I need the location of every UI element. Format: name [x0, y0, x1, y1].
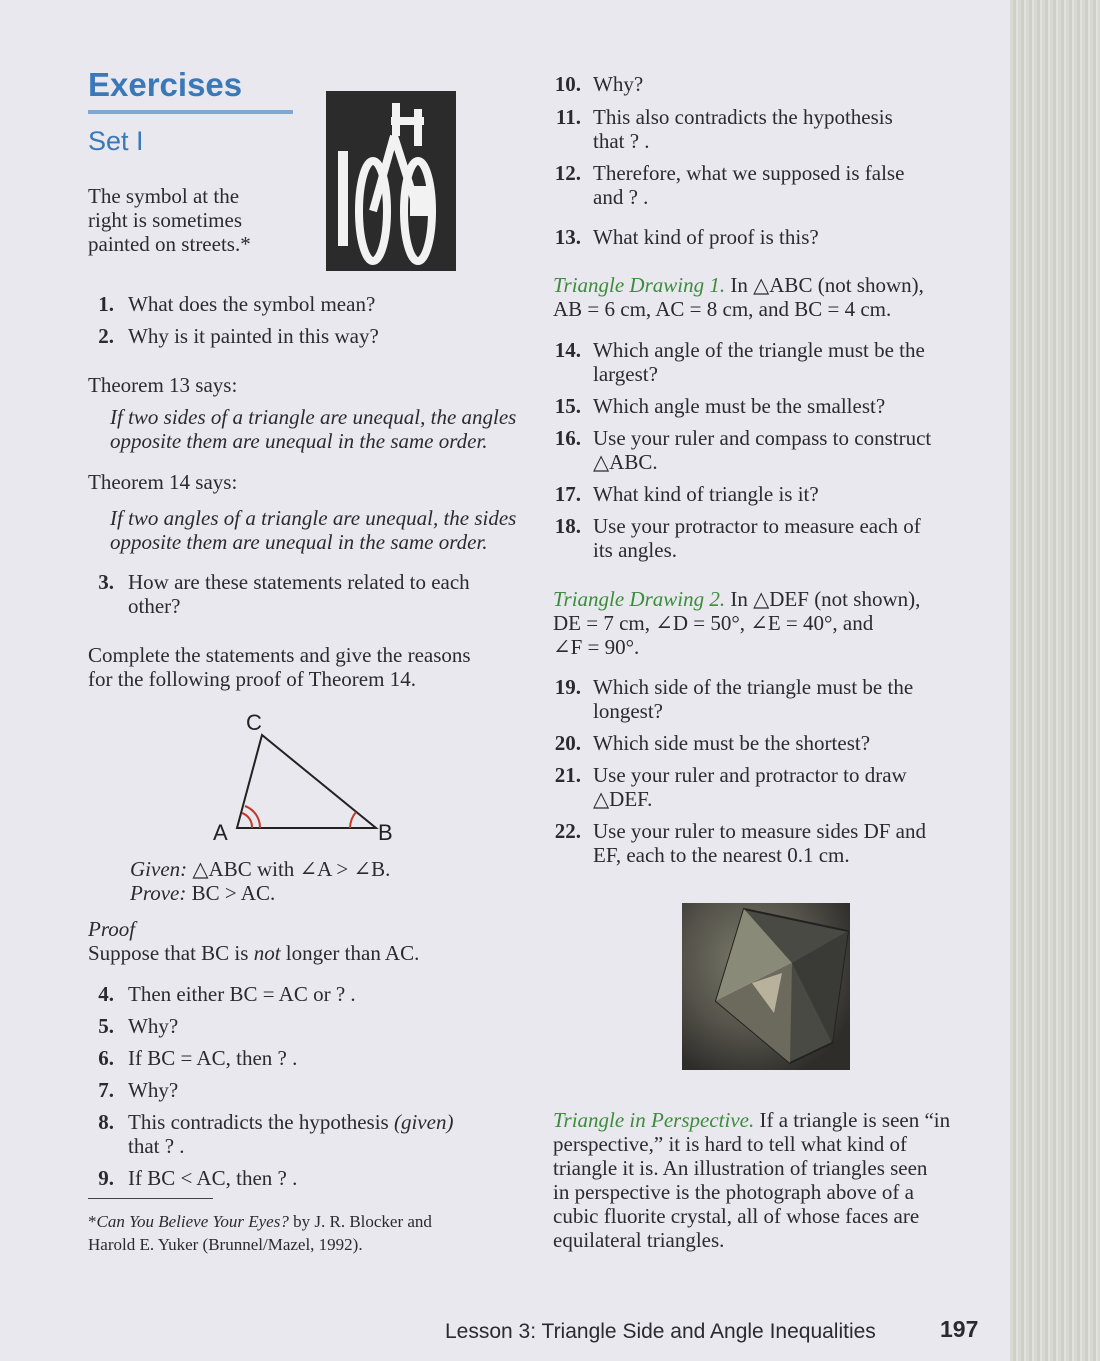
bicycle-symbol-image [326, 91, 456, 271]
crystal-image [682, 903, 850, 1070]
intro-line-1: The symbol at the [88, 184, 240, 208]
page-number: 197 [940, 1316, 979, 1342]
footnote-rule [88, 1198, 213, 1199]
vertex-label-c: C [246, 710, 262, 735]
title-underline [88, 110, 293, 114]
question-16: 16. Use your ruler and compass to construct △ABC. [554, 426, 932, 474]
proof-label: Proof [88, 917, 136, 941]
theorem-14-line-1: If two angles of a triangle are unequal, the sides [110, 506, 517, 530]
set-heading: Set I [88, 126, 144, 156]
intro-line-3: painted on streets.* [88, 232, 251, 256]
page-edge [1010, 0, 1100, 1361]
theorem-13-line-2: opposite them are unequal in the same order. [110, 429, 488, 453]
theorem-13-label: Theorem 13 says: [88, 373, 238, 397]
given-line: Given: △ABC with ∠A > ∠B. [130, 857, 391, 881]
question-11: 11. This also contradicts the hypothesis that ? . [555, 105, 893, 153]
triangle-drawing-1-intro: Triangle Drawing 1. In △ABC (not shown), AB = 6 cm, AC = 8 cm, and BC = 4 cm. [553, 273, 924, 321]
question-12: 12. Therefore, what we supposed is false and ? . [554, 161, 905, 209]
bicycle-icon [326, 91, 456, 271]
theorem-14-label: Theorem 14 says: [88, 470, 238, 494]
fluorite-crystal-photo [682, 903, 850, 1070]
complete-line-1: Complete the statements and give the reasons [88, 643, 471, 667]
question-19: 19. Which side of the triangle must be the longest? [554, 675, 914, 723]
question-8: 8. This contradicts the hypothesis (given) that ? . [98, 1110, 454, 1158]
vertex-label-b: B [378, 820, 393, 845]
theorem-13-line-1: If two sides of a triangle are unequal, the angles [110, 405, 517, 429]
intro-line-2: right is sometimes [88, 208, 242, 232]
triangle-abc-figure [200, 700, 410, 850]
footnote: *Can You Believe Your Eyes? by J. R. Blocker and Harold E. Yuker (Brunnel/Mazel, 1992). [88, 1212, 432, 1254]
triangle-drawing-2-intro: Triangle Drawing 2. In △DEF (not shown), DE = 7 cm, ∠D = 50°, ∠E = 40°, and ∠F = 90°. [553, 587, 921, 659]
question-18: 18. Use your protractor to measure each of its angles. [554, 514, 921, 562]
lesson-footer: Lesson 3: Triangle Side and Angle Inequalities [445, 1320, 876, 1343]
section-title: Exercises [88, 66, 243, 103]
question-3: 3. How are these statements related to each other? [98, 570, 470, 618]
theorem-14-line-2: opposite them are unequal in the same order. [110, 530, 488, 554]
triangle-perspective-text: Triangle in Perspective. If a triangle is seen “in perspective,” it is hard to tell what kind of triangle it is. An illustration of triangles seen in perspective is the photograph above of a cubic fluorite crystal, all of whose faces are equilateral triangles. [553, 1108, 951, 1252]
vertex-label-a: A [213, 820, 228, 845]
complete-line-2: for the following proof of Theorem 14. [88, 667, 416, 691]
question-14: 14. Which angle of the triangle must be the largest? [554, 338, 925, 386]
proof-supposition: Suppose that BC is not longer than AC. [88, 941, 420, 965]
question-22: 22. Use your ruler to measure sides DF and EF, each to the nearest 0.1 cm. [554, 819, 927, 867]
prove-line: Prove: BC > AC. [130, 881, 276, 905]
question-21: 21. Use your ruler and protractor to draw △DEF. [554, 763, 907, 811]
